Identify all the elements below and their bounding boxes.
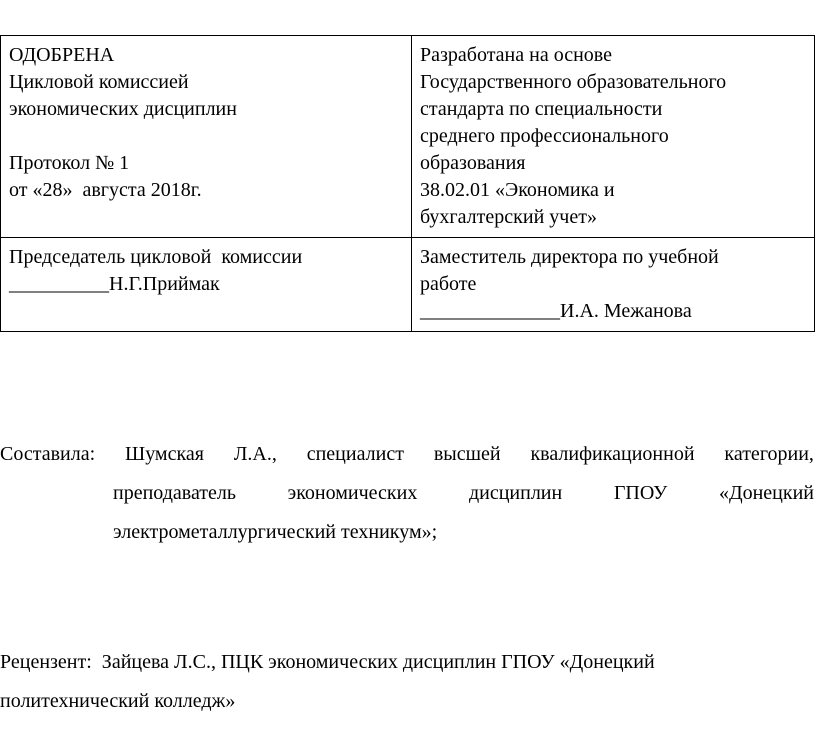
deputy-role: работе: [420, 273, 477, 295]
compiled-word: дисциплин: [468, 482, 563, 504]
protocol-number: Протокол № 1: [9, 152, 130, 174]
basis-line: образования: [420, 152, 526, 174]
compiled-word: ГПОУ: [613, 482, 668, 504]
compiled-line: [0, 435, 814, 474]
deputy-signature-cell: [412, 238, 815, 332]
compiled-word: Л.А.,: [233, 443, 277, 465]
compiled-word: преподаватель: [113, 482, 237, 504]
approval-row-top: [1, 36, 815, 238]
reviewer-line: политехнический колледж»: [0, 690, 236, 712]
approval-table: [0, 35, 815, 332]
chair-signature: __________Н.Г.Приймак: [9, 273, 220, 295]
compiled-word: специалист: [306, 443, 404, 465]
reviewer-line: Рецензент: Зайцева Л.С., ПЦК экономических дисциплин ГПОУ «Донецкий: [0, 651, 655, 673]
deputy-signature: ______________И.А. Межанова: [420, 300, 692, 322]
compiled-by-block: [0, 435, 816, 552]
spacer: [9, 123, 403, 150]
chair-signature-cell: [1, 238, 412, 332]
compiled-word: квалификационной: [530, 443, 695, 465]
approved-heading: ОДОБРЕНА: [9, 44, 115, 66]
compiled-word: экономических: [287, 482, 418, 504]
compiled-word: «Донецкий: [718, 482, 814, 504]
compiled-label: Составила:: [0, 443, 96, 465]
compiled-word: высшей: [433, 443, 501, 465]
basis-line: Разработана на основе: [420, 44, 612, 66]
chair-role: Председатель цикловой комиссии: [9, 246, 303, 268]
specialty-name: бухгалтерский учет»: [420, 206, 597, 228]
protocol-date: от «28» августа 2018г.: [9, 179, 202, 201]
compiled-word: Шумская: [125, 443, 204, 465]
approved-by-line: экономических дисциплин: [9, 98, 237, 120]
reviewer-block: [0, 643, 816, 721]
basis-line: стандарта по специальности: [420, 98, 663, 120]
approval-row-bottom: [1, 238, 815, 332]
basis-cell: [412, 36, 815, 238]
compiled-line: электрометаллургический техникум»;: [113, 521, 438, 543]
specialty-code: 38.02.01 «Экономика и: [420, 179, 615, 201]
deputy-role: Заместитель директора по учебной: [420, 246, 719, 268]
compiled-line: [113, 474, 814, 513]
compiled-word: категории,: [724, 443, 814, 465]
basis-line: Государственного образовательного: [420, 71, 727, 93]
approval-cell: [1, 36, 412, 238]
basis-line: среднего профессионального: [420, 125, 669, 147]
approved-by-line: Цикловой комиссией: [9, 71, 189, 93]
